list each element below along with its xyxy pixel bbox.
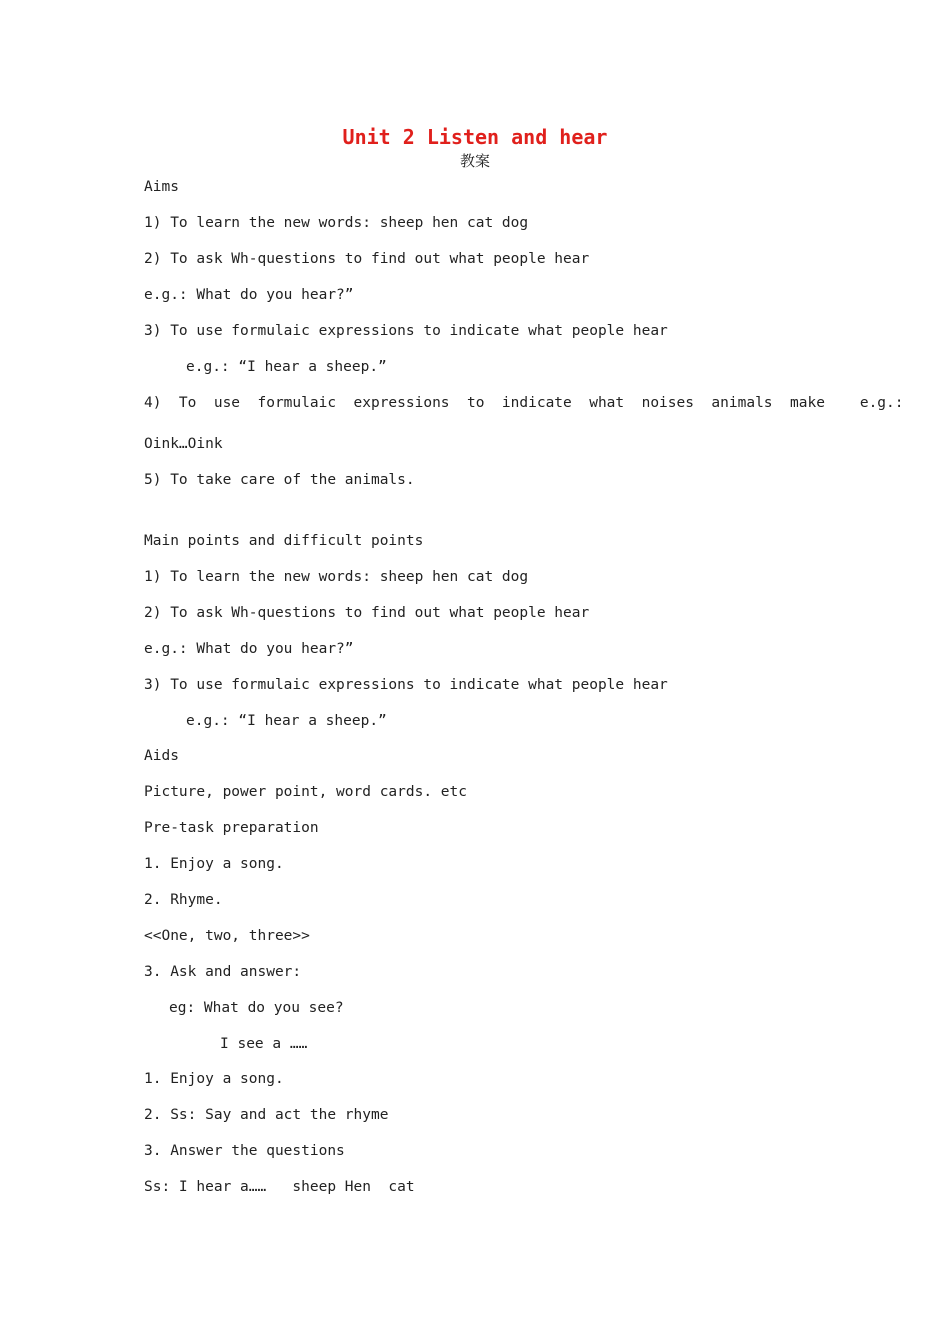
aids-text: Picture, power point, word cards. etc: [144, 784, 468, 800]
pre-task-rhyme-title: <<One, two, three>>: [144, 928, 310, 944]
aids-heading: Aids: [144, 748, 179, 764]
aims-item-2: 2) To ask Wh-questions to find out what people hear: [144, 251, 590, 267]
pre-task-eg-answer: I see a ……: [220, 1036, 308, 1052]
main-points-item-2: 2) To ask Wh-questions to find out what people hear: [144, 605, 590, 621]
aims-item-3: 3) To use formulaic expressions to indicate what people hear: [144, 323, 668, 339]
main-points-item-2-example: e.g.: What do you hear?”: [144, 641, 354, 657]
aims-item-4-continuation: Oink…Oink: [144, 436, 223, 452]
aims-heading: Aims: [144, 179, 179, 195]
main-points-item-3-example: e.g.: “I hear a sheep.”: [186, 713, 387, 729]
pre-task-response-1: 1. Enjoy a song.: [144, 1071, 284, 1087]
main-points-item-3: 3) To use formulaic expressions to indicate what people hear: [144, 677, 668, 693]
pre-task-step-3: 3. Ask and answer:: [144, 964, 302, 980]
main-points-item-1: 1) To learn the new words: sheep hen cat dog: [144, 569, 529, 585]
aims-item-5: 5) To take care of the animals.: [144, 472, 415, 488]
pre-task-response-2: 2. Ss: Say and act the rhyme: [144, 1107, 389, 1123]
aims-item-3-example: e.g.: “I hear a sheep.”: [186, 359, 387, 375]
pre-task-step-2: 2. Rhyme.: [144, 892, 223, 908]
main-points-heading: Main points and difficult points: [144, 533, 424, 549]
pre-task-heading: Pre-task preparation: [144, 820, 319, 836]
pre-task-response-3: 3. Answer the questions: [144, 1143, 345, 1159]
aims-item-4: 4) To use formulaic expressions to indicate what noises animals make e.g.:: [144, 395, 904, 411]
document-title: Unit 2 Listen and hear: [342, 125, 608, 149]
aims-item-2-example: e.g.: What do you hear?”: [144, 287, 354, 303]
document-subtitle: 教案: [459, 152, 490, 170]
aims-item-1: 1) To learn the new words: sheep hen cat dog: [144, 215, 529, 231]
pre-task-response-4: Ss: I hear a…… sheep Hen cat: [144, 1179, 415, 1195]
pre-task-step-1: 1. Enjoy a song.: [144, 856, 284, 872]
pre-task-eg-question: eg: What do you see?: [169, 1000, 344, 1016]
